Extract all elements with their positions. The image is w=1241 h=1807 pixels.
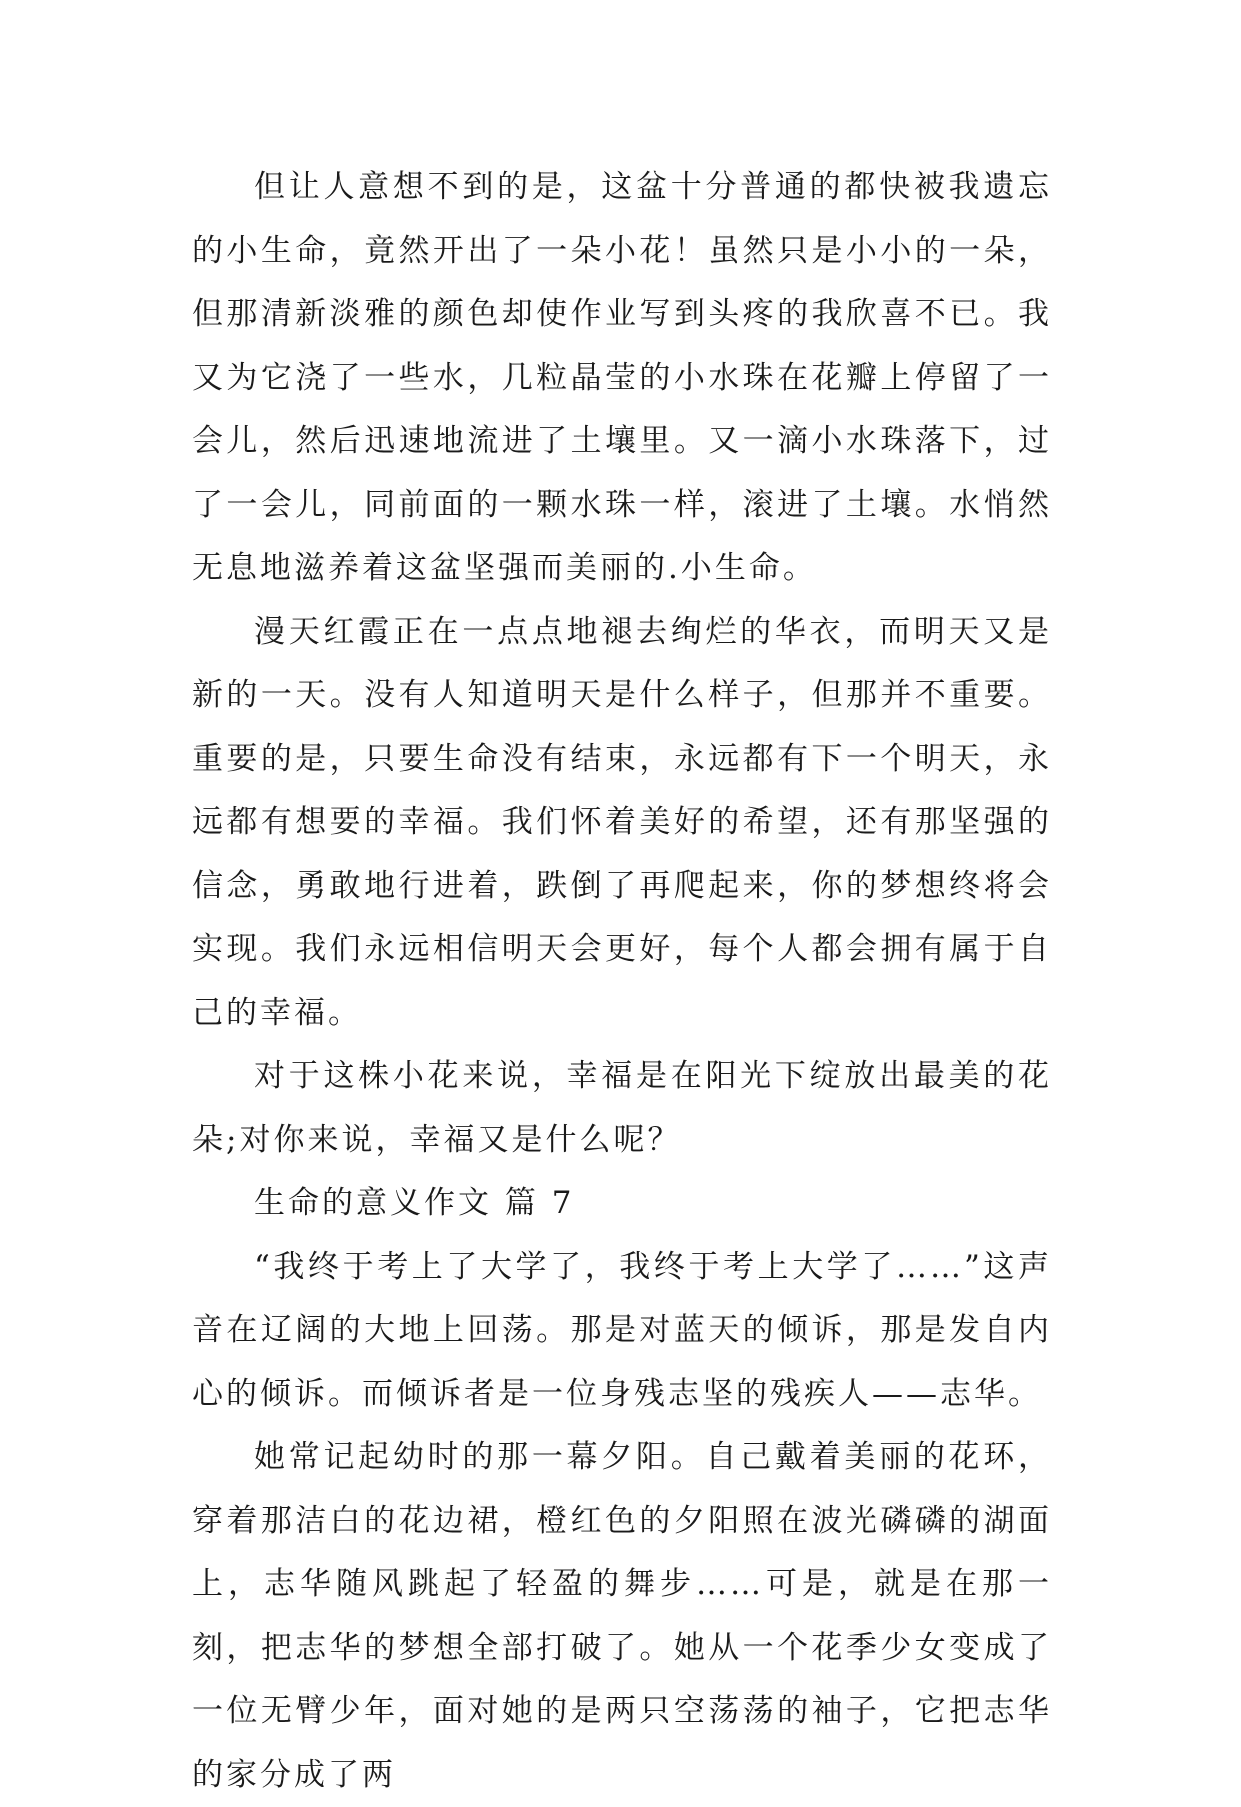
paragraph-sunset-hope: 漫天红霞正在一点点地褪去绚烂的华衣，而明天又是新的一天。没有人知道明天是什么样子，但那并不重要。重要的是，只要生命没有结束，永远都有下一个明天，永远都有想要的幸福。我们怀着美好的希望，还有那坚强的信念，勇敢地行进着，跌倒了再爬起来，你的梦想终将会实现。我们永远相信明天会更好，每个人都会拥有属于自己的幸福。 (192, 613, 1052, 1031)
paragraph-childhood-memory: 她常记起幼时的那一幕夕阳。自己戴着美丽的花环，穿着那洁白的花边裙，橙红色的夕阳照在波光磷磷的湖面上，志华随风跳起了轻盈的舞步……可是，就是在那一刻，把志华的梦想全部打破了。她从一个花季少女变成了一位无臂少年，面对她的是两只空荡荡的袖子，它把志华的家分成了两 (192, 1439, 1052, 1793)
paragraph-university-voice: “我终于考上了大学了，我终于考上大学了……”这声音在辽阔的大地上回荡。那是对蓝天的倾诉，那是发自内心的倾诉。而倾诉者是一位身残志坚的残疾人——志华。 (192, 1248, 1052, 1412)
paragraph-happiness-question: 对于这株小花来说，幸福是在阳光下绽放出最美的花朵;对你来说，幸福又是什么呢？ (192, 1058, 1052, 1158)
paragraph-flower-bloom: 但让人意想不到的是，这盆十分普通的都快被我遗忘的小生命，竟然开出了一朵小花！虽然只是小小的一朵，但那清新淡雅的颜色却使作业写到头疼的我欣喜不已。我又为它浇了一些水，几粒晶莹的小水珠在花瓣上停留了一会儿，然后迅速地流进了土壤里。又一滴小水珠落下，过了一会儿，同前面的一颗水珠一样，滚进了土壤。水悄然无息地滋养着这盆坚强而美丽的.小生命。 (192, 169, 1052, 586)
document-body (192, 156, 1052, 1807)
section-heading: 生命的意义作文 篇 7 (254, 1185, 575, 1221)
